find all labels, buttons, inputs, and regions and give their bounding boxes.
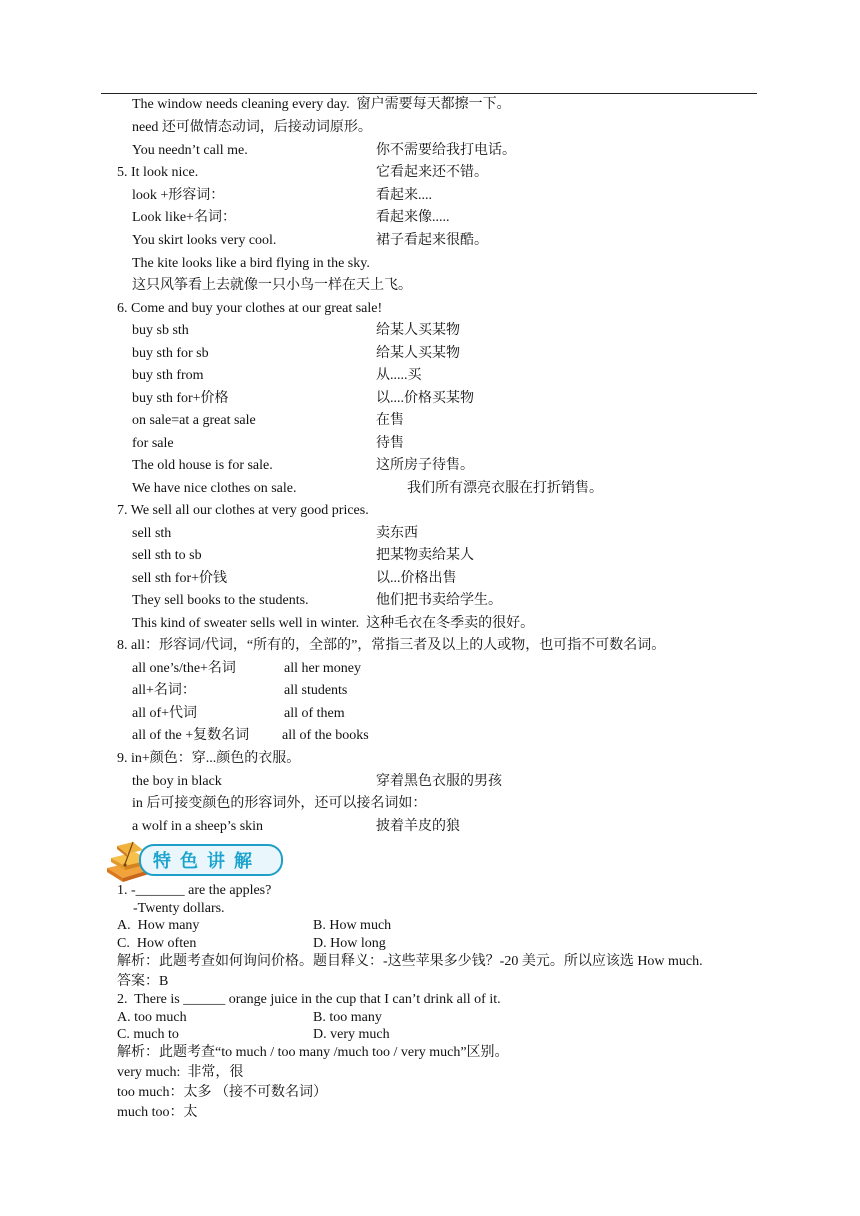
note-example: all of the books bbox=[282, 728, 369, 743]
note-translation: 这所房子待售。 bbox=[376, 458, 474, 473]
question-reply: -Twenty dollars. bbox=[133, 901, 225, 916]
note-line: all one’s/the+名词 bbox=[132, 661, 236, 676]
note-line: We have nice clothes on sale. bbox=[132, 481, 297, 496]
note-line: in 后可接变颜色的形容词外，还可以接名词如： bbox=[132, 796, 427, 811]
note-line: all of the +复数名词 bbox=[132, 728, 250, 743]
analysis-text: 解析：此题考查如何询问价格。题目释义：-这些苹果多少钱？-20 美元。所以应该选 How much. bbox=[117, 954, 703, 969]
note-line: a wolf in a sheep’s skin bbox=[132, 819, 264, 834]
note-line: sell sth for+价钱 bbox=[132, 571, 227, 586]
note-line: very much: 非常，很 bbox=[117, 1065, 244, 1080]
note-line: They sell books to the students. bbox=[132, 593, 309, 608]
option-d: D. How long bbox=[313, 936, 386, 951]
note-translation: 以....价格买某物 bbox=[376, 391, 474, 406]
note-translation: 裙子看起来很酷。 bbox=[376, 233, 488, 248]
note-translation: 穿着黑色衣服的男孩 bbox=[376, 774, 502, 789]
question-stem: 2. There is ______ orange juice in the cup that I can’t drink all of it. bbox=[117, 992, 501, 1007]
note-line: buy sb sth bbox=[132, 323, 189, 338]
banner-title: 特色讲解 bbox=[153, 851, 261, 872]
note-translation: 你不需要给我打电话。 bbox=[376, 143, 516, 158]
note-translation: 以...价格出售 bbox=[376, 571, 457, 586]
note-example: all students bbox=[284, 683, 348, 698]
note-line: The window needs cleaning every day. 窗户需要每天都擦一下。 bbox=[132, 97, 511, 112]
note-line: for sale bbox=[132, 436, 174, 451]
note-line: buy sth for+价格 bbox=[132, 391, 229, 406]
note-translation: 我们所有漂亮衣服在打折销售。 bbox=[407, 481, 603, 496]
question-stem: 1. -_______ are the apples? bbox=[117, 883, 272, 898]
note-translation: 他们把书卖给学生。 bbox=[376, 593, 502, 608]
note-line: much too：太 bbox=[117, 1105, 198, 1120]
item-heading: 9. in+颜色：穿...颜色的衣服。 bbox=[117, 751, 301, 766]
note-line: You skirt looks very cool. bbox=[132, 233, 277, 248]
note-line: The kite looks like a bird flying in the sky. bbox=[132, 256, 370, 271]
section-banner bbox=[103, 838, 283, 882]
note-line: The old house is for sale. bbox=[132, 458, 273, 473]
note-line: the boy in black bbox=[132, 774, 222, 789]
note-example: all of them bbox=[284, 706, 345, 721]
note-line: look +形容词： bbox=[132, 188, 225, 203]
option-b: B. too many bbox=[313, 1010, 382, 1025]
note-line: need 还可做情态动词，后接动词原形。 bbox=[132, 120, 372, 135]
option-d: D. very much bbox=[313, 1027, 390, 1042]
analysis-text: 解析：此题考查“to much / too many /much too / very much”区别。 bbox=[117, 1045, 509, 1060]
note-line: You needn’t call me. bbox=[132, 143, 248, 158]
option-c: C. much to bbox=[117, 1027, 179, 1042]
note-line: buy sth for sb bbox=[132, 346, 209, 361]
option-c: C. How often bbox=[117, 936, 197, 951]
note-line: Look like+名词： bbox=[132, 210, 236, 225]
item-heading: 6. Come and buy your clothes at our great sale! bbox=[117, 301, 383, 316]
note-line: sell sth bbox=[132, 526, 172, 541]
item-heading: 7. We sell all our clothes at very good prices. bbox=[117, 503, 369, 518]
item-heading: 5. It look nice. bbox=[117, 165, 199, 180]
note-line: sell sth to sb bbox=[132, 548, 202, 563]
note-translation: 披着羊皮的狼 bbox=[376, 819, 460, 834]
header-rule bbox=[101, 93, 757, 94]
note-translation: 把某物卖给某人 bbox=[376, 548, 474, 563]
option-b: B. How much bbox=[313, 918, 392, 933]
note-line: all of+代词 bbox=[132, 706, 198, 721]
option-a: A. How many bbox=[117, 918, 200, 933]
note-translation: 待售 bbox=[376, 436, 404, 451]
note-line: buy sth from bbox=[132, 368, 204, 383]
note-translation: 在售 bbox=[376, 413, 404, 428]
note-translation: 它看起来还不错。 bbox=[376, 165, 488, 180]
note-translation: 看起来像..... bbox=[376, 210, 450, 225]
note-line: This kind of sweater sells well in winter. 这种毛衣在冬季卖的很好。 bbox=[132, 616, 535, 631]
note-translation: 卖东西 bbox=[376, 526, 418, 541]
note-example: all her money bbox=[284, 661, 361, 676]
note-translation: 给某人买某物 bbox=[376, 323, 460, 338]
note-line: all+名词： bbox=[132, 683, 196, 698]
note-translation: 从.....买 bbox=[376, 368, 422, 383]
note-translation: 看起来.... bbox=[376, 188, 432, 203]
option-a: A. too much bbox=[117, 1010, 187, 1025]
note-line: 这只风筝看上去就像一只小鸟一样在天上飞。 bbox=[132, 278, 412, 293]
answer-text: 答案：B bbox=[117, 974, 169, 989]
note-translation: 给某人买某物 bbox=[376, 346, 460, 361]
item-heading: 8. all：形容词/代词，“所有的，全部的”，常指三者及以上的人或物，也可指不可数名词。 bbox=[117, 638, 666, 653]
note-line: on sale=at a great sale bbox=[132, 413, 256, 428]
note-line: too much：太多 （接不可数名词） bbox=[117, 1085, 327, 1100]
